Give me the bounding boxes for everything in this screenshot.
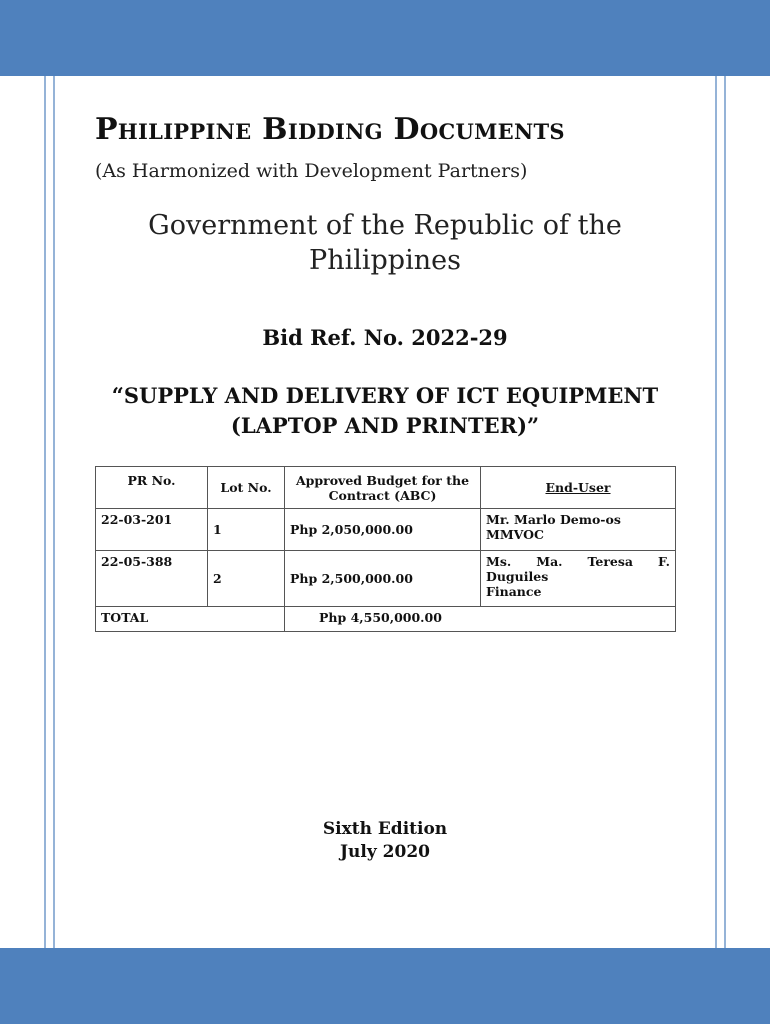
left-border-line-inner <box>53 76 55 948</box>
table-row <box>96 509 676 551</box>
header-abc: Approved Budget for the Contract (ABC) <box>285 467 481 509</box>
table-header-row <box>96 467 676 509</box>
government-heading <box>95 208 675 278</box>
end-user-office: MMVOC <box>486 527 544 542</box>
end-user-cell <box>481 551 676 607</box>
end-user-cell <box>481 509 676 551</box>
table-row <box>96 551 676 607</box>
abc-cell: Php 2,050,000.00 <box>285 509 481 551</box>
government-line-1: Government of the Republic of the <box>148 210 622 241</box>
pr-no-cell: 22-05-388 <box>96 551 208 607</box>
government-line-2: Philippines <box>309 245 461 276</box>
top-banner <box>0 0 770 76</box>
pr-no-cell: 22-03-201 <box>96 509 208 551</box>
end-user-name: Ms. Ma. Teresa F. Duguiles <box>486 554 670 584</box>
lot-no-cell: 2 <box>208 551 285 607</box>
lots-table <box>95 466 676 632</box>
end-user-name: Mr. Marlo Demo-os <box>486 512 621 527</box>
total-value: Php 4,550,000.00 <box>285 607 676 632</box>
end-user-office: Finance <box>486 584 542 599</box>
abc-cell: Php 2,500,000.00 <box>285 551 481 607</box>
project-title-line-1: “SUPPLY AND DELIVERY OF ICT EQUIPMENT <box>111 383 659 408</box>
bottom-banner <box>0 948 770 1024</box>
header-lot-no: Lot No. <box>208 467 285 509</box>
header-end-user: End-User <box>481 467 676 509</box>
edition-info <box>95 818 675 864</box>
total-label: TOTAL <box>96 607 285 632</box>
bid-reference: Bid Ref. No. 2022-29 <box>262 325 508 350</box>
edition-label: Sixth Edition <box>322 819 448 839</box>
total-row <box>96 607 676 632</box>
right-border-line-outer <box>724 76 726 948</box>
left-border-line-outer <box>44 76 46 948</box>
header-pr-no: PR No. <box>96 467 208 509</box>
document-subtitle: (As Harmonized with Development Partners) <box>95 160 528 182</box>
project-title-line-2: (LAPTOP AND PRINTER)” <box>230 413 540 438</box>
right-border-line-inner <box>715 76 717 948</box>
document-title: Philippine Bidding Documents <box>95 112 565 147</box>
edition-date: July 2020 <box>340 842 430 862</box>
lot-no-cell: 1 <box>208 509 285 551</box>
project-title <box>95 381 675 441</box>
